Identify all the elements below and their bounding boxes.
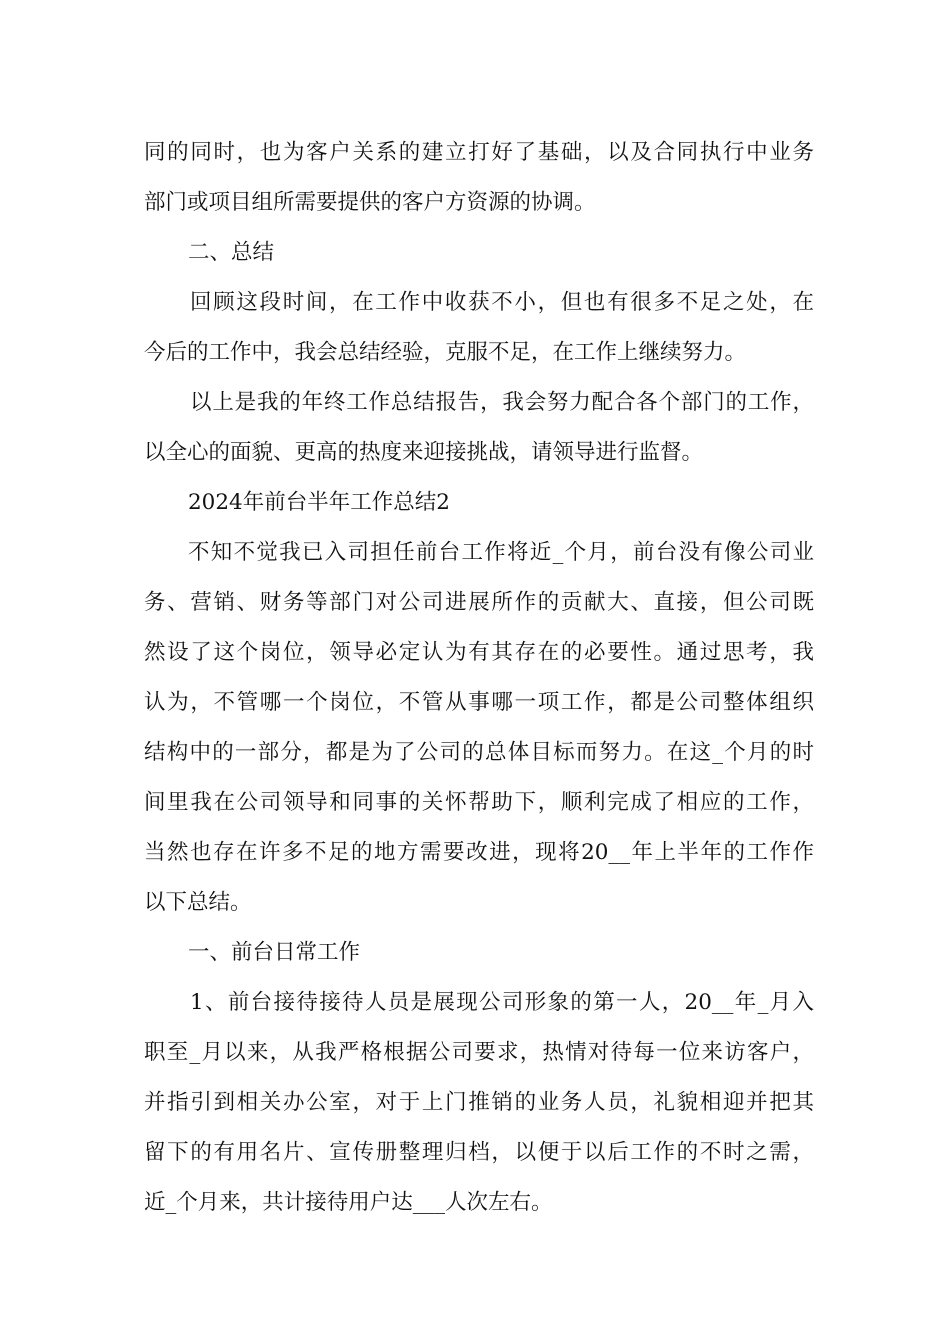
paragraph-line: 结构中的一部分，都是为了公司的总体目标而努力。在这_个月的时 [144,740,814,765]
paragraph-line: 认为，不管哪一个岗位，不管从事哪一项工作，都是公司整体组织 [144,690,814,715]
paragraph-line: 并指引到相关办公室，对于上门推销的业务人员，礼貌相迎并把其 [144,1090,814,1115]
document-subtitle: 2024年前台半年工作总结2 [188,490,450,515]
paragraph-line: 以上是我的年终工作总结报告，我会努力配合各个部门的工作， [190,390,814,415]
paragraph-line: 回顾这段时间，在工作中收获不小，但也有很多不足之处，在 [190,290,814,315]
section-heading-daily-work: 一、前台日常工作 [188,940,361,965]
paragraph-line: 以全心的面貌、更高的热度来迎接挑战，请领导进行监督。 [144,440,704,465]
paragraph-line: 1、前台接待接待人员是展现公司形象的第一人，20__年_月入 [190,990,814,1015]
paragraph-line: 今后的工作中，我会总结经验，克服不足，在工作上继续努力。 [144,340,747,365]
paragraph-line: 不知不觉我已入司担任前台工作将近_个月，前台没有像公司业 [188,540,814,565]
section-heading-summary: 二、总结 [188,240,275,265]
paragraph-line: 同的同时，也为客户关系的建立打好了基础，以及合同执行中业务 [144,140,814,165]
paragraph-line: 间里我在公司领导和同事的关怀帮助下，顺利完成了相应的工作， [144,790,814,815]
paragraph-line: 职至_月以来，从我严格根据公司要求，热情对待每一位来访客户， [144,1040,814,1065]
paragraph-line: 当然也存在许多不足的地方需要改进，现将20__年上半年的工作作 [144,840,814,865]
paragraph-line: 近_个月来，共计接待用户达___人次左右。 [144,1190,553,1215]
paragraph-line: 留下的有用名片、宣传册整理归档，以便于以后工作的不时之需， [144,1140,814,1165]
paragraph-line: 部门或项目组所需要提供的客户方资源的协调。 [144,190,596,215]
paragraph-line: 然设了这个岗位，领导必定认为有其存在的必要性。通过思考，我 [144,640,814,665]
paragraph-line: 以下总结。 [144,890,252,915]
paragraph-line: 务、营销、财务等部门对公司进展所作的贡献大、直接，但公司既 [144,590,814,615]
document-body [144,128,814,1228]
